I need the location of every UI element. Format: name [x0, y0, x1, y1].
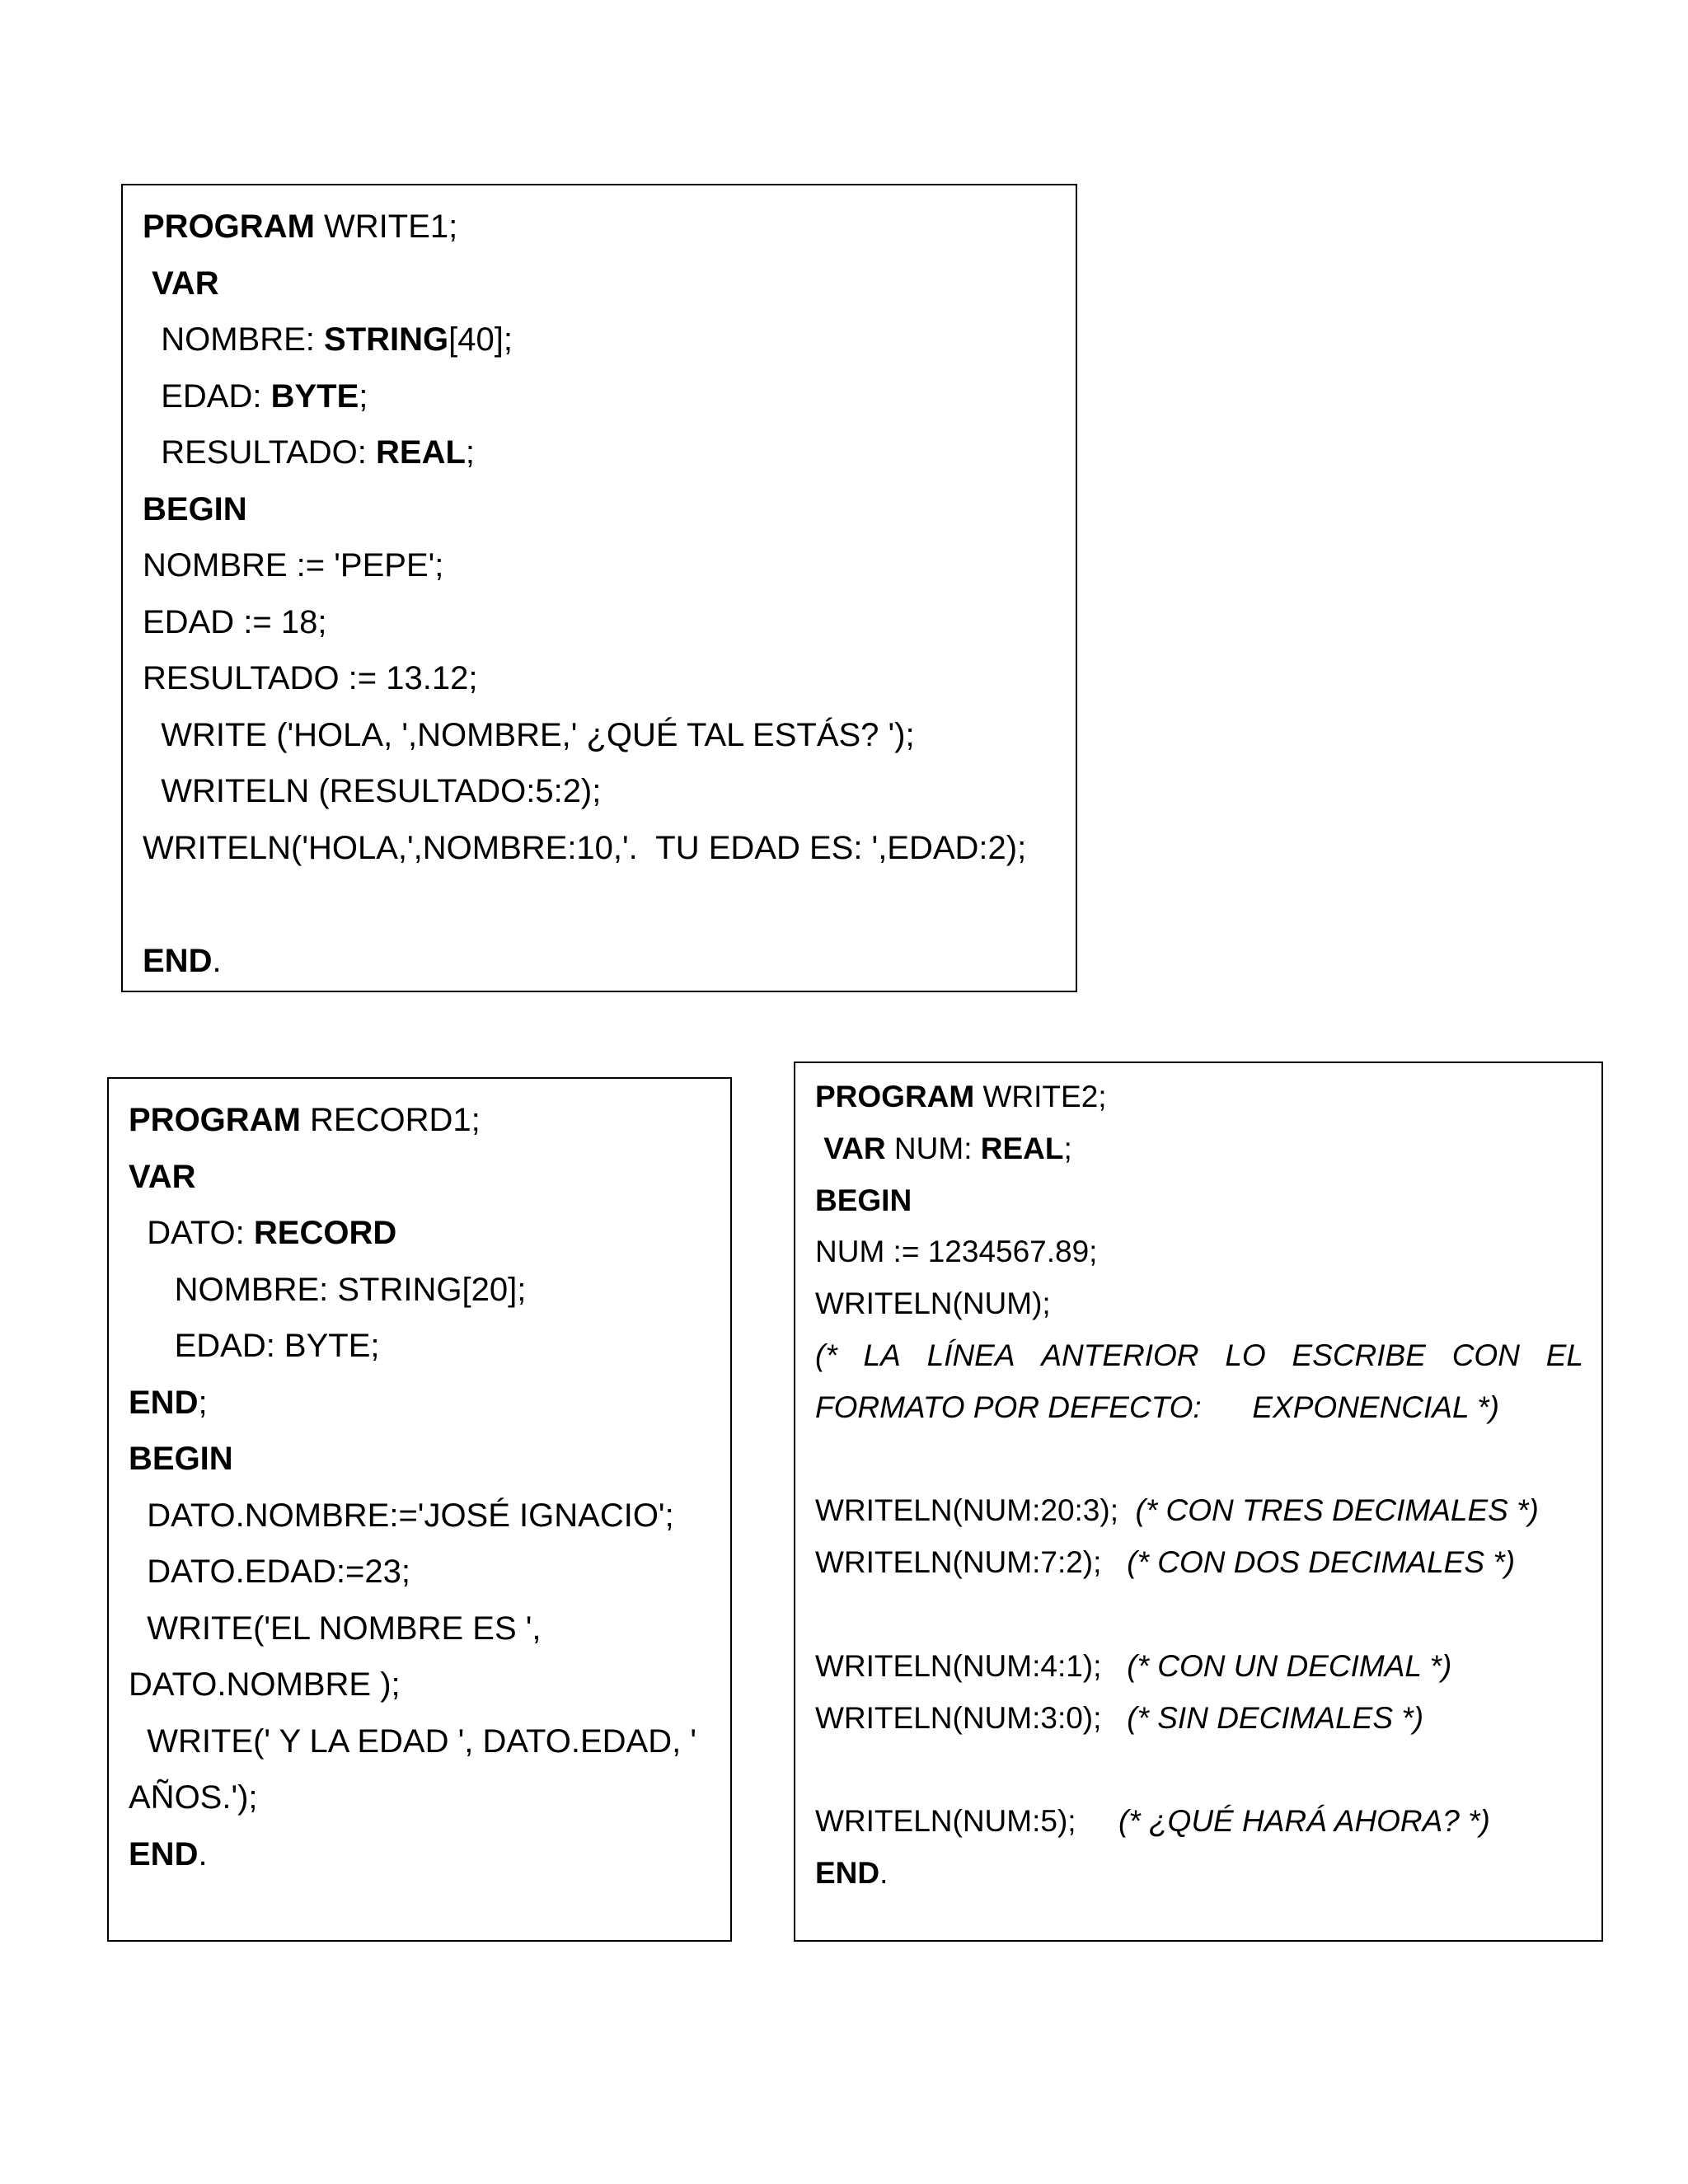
code-text: .	[879, 1855, 889, 1890]
code-text: FORMATO POR DEFECTO: EXPONENCIAL *)	[815, 1390, 1499, 1424]
code-text: WRITE(' Y LA EDAD ', DATO.EDAD, '	[129, 1722, 696, 1760]
comment-word: LA	[863, 1338, 901, 1372]
code-text: WRITE1;	[314, 209, 458, 245]
code-text: NOMBRE: STRING[20];	[129, 1271, 527, 1308]
code-line	[143, 876, 1076, 933]
code-line	[815, 1175, 1583, 1227]
code-text: [40];	[448, 321, 513, 358]
code-line	[143, 650, 1076, 707]
code-line	[143, 820, 1076, 877]
code-line	[143, 312, 1076, 368]
keyword: VAR	[152, 265, 219, 302]
code-text: RESULTADO:	[143, 434, 377, 471]
code-line	[815, 1382, 1583, 1434]
code-line	[129, 1318, 730, 1375]
comment-word: LO	[1225, 1338, 1266, 1372]
code-line	[143, 368, 1076, 425]
keyword: VAR	[129, 1158, 196, 1195]
keyword: BEGIN	[815, 1183, 912, 1217]
code-line	[129, 1657, 730, 1713]
code-line	[815, 1537, 1583, 1589]
code-text: .	[198, 1835, 208, 1872]
code-line	[815, 1330, 1583, 1382]
code-text: WRITELN(NUM:4:1);	[815, 1648, 1128, 1683]
code-line	[129, 1431, 730, 1488]
code-text: WRITE('EL NOMBRE ES ',	[129, 1610, 542, 1647]
keyword: VAR	[823, 1131, 886, 1165]
code-text	[143, 265, 152, 302]
code-text: WRITE2;	[974, 1080, 1107, 1113]
code-line	[815, 1693, 1583, 1745]
keyword: END	[143, 942, 213, 979]
code-line	[143, 199, 1076, 255]
code-line	[815, 1071, 1583, 1123]
code-text: RECORD1;	[300, 1102, 481, 1138]
code-line	[143, 255, 1076, 312]
code-line	[143, 707, 1076, 764]
code-text: ;	[198, 1384, 208, 1421]
code-text	[815, 1132, 823, 1165]
code-line	[143, 933, 1076, 990]
code-line	[815, 1796, 1583, 1848]
code-text: WRITELN('HOLA,',NOMBRE:10,'. TU EDAD ES: ',EDAD:2);	[143, 829, 1027, 866]
keyword: PROGRAM	[815, 1080, 975, 1113]
code-line	[143, 594, 1076, 651]
code-text: (* CON DOS DECIMALES *)	[1127, 1545, 1516, 1580]
code-text: WRITELN(NUM:20:3);	[815, 1493, 1136, 1528]
code-text: (* CON TRES DECIMALES *)	[1135, 1493, 1539, 1528]
code-line	[129, 1601, 730, 1657]
code-text: DATO.NOMBRE );	[129, 1666, 401, 1703]
code-text: RESULTADO := 13.12;	[143, 660, 478, 696]
code-line	[129, 1205, 730, 1262]
keyword: END	[815, 1855, 880, 1890]
code-box-record1	[107, 1077, 732, 1942]
code-text: WRITE ('HOLA, ',NOMBRE,' ¿QUÉ TAL ESTÁS? ');	[143, 716, 915, 753]
code-text: EDAD:	[143, 377, 271, 415]
code-line	[815, 1589, 1583, 1641]
code-text: NUM:	[885, 1131, 981, 1165]
code-text: DATO.EDAD:=23;	[129, 1554, 410, 1590]
code-line	[815, 1278, 1583, 1330]
comment-word: LÍNEA	[926, 1338, 1015, 1372]
code-line	[129, 1092, 730, 1149]
code-line	[143, 537, 1076, 594]
code-line	[129, 1713, 730, 1770]
keyword: BEGIN	[129, 1441, 233, 1477]
comment-word: (*	[815, 1338, 837, 1372]
code-text: WRITELN (RESULTADO:5:2);	[143, 773, 602, 809]
code-line	[129, 1375, 730, 1432]
code-text: ;	[359, 377, 368, 415]
code-text: WRITELN(NUM:7:2);	[815, 1545, 1128, 1580]
code-text: WRITELN(NUM:3:0);	[815, 1700, 1128, 1735]
code-line	[143, 424, 1076, 481]
code-line	[143, 481, 1076, 538]
code-text: NUM := 1234567.89;	[815, 1235, 1098, 1269]
keyword: STRING	[324, 321, 449, 358]
code-line	[815, 1226, 1583, 1278]
code-box-write1	[121, 184, 1077, 992]
code-text: EDAD: BYTE;	[129, 1328, 380, 1364]
keyword: PROGRAM	[143, 209, 315, 245]
code-text: NOMBRE:	[143, 321, 325, 358]
code-text: NOMBRE := 'PEPE';	[143, 547, 444, 583]
code-text: WRITELN(NUM:5);	[815, 1804, 1118, 1839]
code-text: EDAD := 18;	[143, 603, 327, 640]
keyword: BEGIN	[143, 490, 247, 527]
comment-word: ANTERIOR	[1041, 1338, 1199, 1372]
code-text: ;	[1063, 1131, 1072, 1165]
code-text: WRITELN(NUM);	[815, 1286, 1051, 1321]
keyword: REAL	[376, 434, 466, 471]
code-line	[143, 763, 1076, 820]
keyword: BYTE	[270, 377, 359, 415]
comment-word: CON	[1451, 1338, 1520, 1372]
code-line	[129, 1544, 730, 1601]
code-text: (* CON UN DECIMAL *)	[1127, 1648, 1452, 1683]
keyword: END	[129, 1835, 199, 1872]
code-line	[129, 1769, 730, 1826]
code-box-write2	[794, 1062, 1603, 1942]
code-line	[815, 1848, 1583, 1900]
code-text: (* ¿QUÉ HARÁ AHORA? *)	[1118, 1804, 1490, 1839]
code-line	[129, 1149, 730, 1206]
code-line	[815, 1434, 1583, 1486]
code-line	[129, 1488, 730, 1544]
code-line	[129, 1826, 730, 1883]
code-line	[129, 1262, 730, 1319]
code-line	[815, 1485, 1583, 1537]
code-text: AÑOS.');	[129, 1779, 258, 1816]
code-line	[815, 1744, 1583, 1796]
code-text: (* SIN DECIMALES *)	[1127, 1700, 1424, 1735]
code-line	[815, 1641, 1583, 1693]
code-line	[815, 1123, 1583, 1175]
keyword: PROGRAM	[129, 1102, 301, 1138]
code-text: .	[212, 942, 222, 979]
comment-word: ESCRIBE	[1292, 1338, 1426, 1372]
comment-word: EL	[1545, 1338, 1583, 1372]
keyword: REAL	[980, 1131, 1064, 1165]
keyword: RECORD	[253, 1215, 397, 1251]
keyword: END	[129, 1384, 199, 1421]
code-text: ;	[465, 434, 476, 471]
code-text: DATO.NOMBRE:='JOSÉ IGNACIO';	[129, 1497, 674, 1534]
code-text: DATO:	[129, 1215, 254, 1251]
